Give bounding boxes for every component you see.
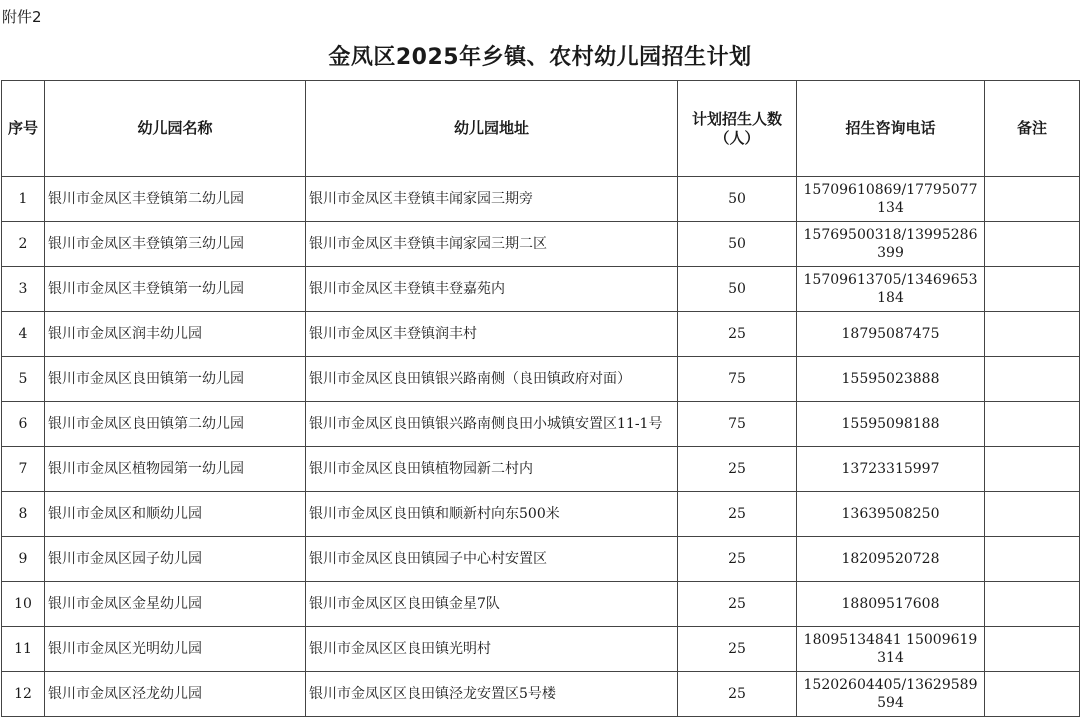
cell-remark xyxy=(985,222,1080,267)
table-row xyxy=(2,357,1080,402)
cell-no: 8 xyxy=(2,492,45,537)
table-row xyxy=(2,267,1080,312)
cell-no: 2 xyxy=(2,222,45,267)
cell-phone: 13639508250 xyxy=(797,492,985,537)
cell-remark xyxy=(985,672,1080,717)
cell-quota: 50 xyxy=(678,177,797,222)
cell-remark xyxy=(985,492,1080,537)
header-quota: 计划招生人数（人） xyxy=(678,81,797,177)
header-remark: 备注 xyxy=(985,81,1080,177)
cell-phone: 15595098188 xyxy=(797,402,985,447)
cell-address: 银川市金凤区丰登镇丰闻家园三期二区 xyxy=(306,222,678,267)
cell-quota: 25 xyxy=(678,537,797,582)
cell-remark xyxy=(985,267,1080,312)
cell-kindergarten-name: 银川市金凤区金星幼儿园 xyxy=(45,582,306,627)
table-row xyxy=(2,627,1080,672)
cell-phone: 15709610869/17795077134 xyxy=(797,177,985,222)
cell-address: 银川市金凤区良田镇和顺新村向东500米 xyxy=(306,492,678,537)
cell-phone: 18795087475 xyxy=(797,312,985,357)
cell-no: 6 xyxy=(2,402,45,447)
cell-kindergarten-name: 银川市金凤区泾龙幼儿园 xyxy=(45,672,306,717)
cell-phone: 15769500318/13995286399 xyxy=(797,222,985,267)
page-title: 金凤区2025年乡镇、农村幼儿园招生计划 xyxy=(328,45,752,70)
cell-kindergarten-name: 银川市金凤区丰登镇第三幼儿园 xyxy=(45,222,306,267)
cell-quota: 25 xyxy=(678,582,797,627)
header-address: 幼儿园地址 xyxy=(306,81,678,177)
table-row xyxy=(2,492,1080,537)
cell-remark xyxy=(985,582,1080,627)
cell-quota: 75 xyxy=(678,357,797,402)
cell-kindergarten-name: 银川市金凤区良田镇第一幼儿园 xyxy=(45,357,306,402)
cell-quota: 50 xyxy=(678,267,797,312)
enrollment-table xyxy=(1,80,1080,717)
table-row xyxy=(2,672,1080,717)
header-phone: 招生咨询电话 xyxy=(797,81,985,177)
cell-quota: 25 xyxy=(678,312,797,357)
cell-no: 5 xyxy=(2,357,45,402)
cell-phone: 18209520728 xyxy=(797,537,985,582)
table-row xyxy=(2,312,1080,357)
table-header-row xyxy=(2,81,1080,177)
attachment-label: 附件2 xyxy=(2,8,42,26)
cell-quota: 25 xyxy=(678,627,797,672)
cell-address: 银川市金凤区良田镇植物园新二村内 xyxy=(306,447,678,492)
cell-phone: 18809517608 xyxy=(797,582,985,627)
cell-kindergarten-name: 银川市金凤区和顺幼儿园 xyxy=(45,492,306,537)
cell-remark xyxy=(985,312,1080,357)
header-name: 幼儿园名称 xyxy=(45,81,306,177)
cell-phone: 18095134841 15009619314 xyxy=(797,627,985,672)
cell-kindergarten-name: 银川市金凤区润丰幼儿园 xyxy=(45,312,306,357)
cell-remark xyxy=(985,447,1080,492)
cell-remark xyxy=(985,402,1080,447)
cell-quota: 25 xyxy=(678,447,797,492)
cell-no: 1 xyxy=(2,177,45,222)
cell-quota: 75 xyxy=(678,402,797,447)
cell-no: 11 xyxy=(2,627,45,672)
cell-quota: 25 xyxy=(678,672,797,717)
cell-no: 9 xyxy=(2,537,45,582)
cell-address: 银川市金凤区区良田镇金星7队 xyxy=(306,582,678,627)
cell-address: 银川市金凤区良田镇银兴路南侧（良田镇政府对面） xyxy=(306,357,678,402)
cell-no: 3 xyxy=(2,267,45,312)
table-row xyxy=(2,537,1080,582)
cell-address: 银川市金凤区区良田镇光明村 xyxy=(306,627,678,672)
table-row xyxy=(2,177,1080,222)
cell-phone: 15709613705/13469653184 xyxy=(797,267,985,312)
cell-no: 10 xyxy=(2,582,45,627)
cell-remark xyxy=(985,627,1080,672)
cell-phone: 15595023888 xyxy=(797,357,985,402)
table-row xyxy=(2,447,1080,492)
cell-address: 银川市金凤区区良田镇泾龙安置区5号楼 xyxy=(306,672,678,717)
cell-no: 12 xyxy=(2,672,45,717)
cell-quota: 25 xyxy=(678,492,797,537)
cell-phone: 15202604405/13629589594 xyxy=(797,672,985,717)
table-row xyxy=(2,222,1080,267)
table-row xyxy=(2,402,1080,447)
cell-no: 4 xyxy=(2,312,45,357)
cell-quota: 50 xyxy=(678,222,797,267)
cell-kindergarten-name: 银川市金凤区丰登镇第一幼儿园 xyxy=(45,267,306,312)
cell-address: 银川市金凤区丰登镇丰闻家园三期旁 xyxy=(306,177,678,222)
cell-kindergarten-name: 银川市金凤区植物园第一幼儿园 xyxy=(45,447,306,492)
cell-address: 银川市金凤区良田镇银兴路南侧良田小城镇安置区11-1号 xyxy=(306,402,678,447)
table-row xyxy=(2,582,1080,627)
cell-remark xyxy=(985,177,1080,222)
cell-remark xyxy=(985,537,1080,582)
header-no: 序号 xyxy=(2,81,45,177)
cell-kindergarten-name: 银川市金凤区丰登镇第二幼儿园 xyxy=(45,177,306,222)
cell-kindergarten-name: 银川市金凤区良田镇第二幼儿园 xyxy=(45,402,306,447)
cell-no: 7 xyxy=(2,447,45,492)
cell-address: 银川市金凤区良田镇园子中心村安置区 xyxy=(306,537,678,582)
cell-kindergarten-name: 银川市金凤区光明幼儿园 xyxy=(45,627,306,672)
cell-address: 银川市金凤区丰登镇丰登嘉苑内 xyxy=(306,267,678,312)
cell-phone: 13723315997 xyxy=(797,447,985,492)
cell-address: 银川市金凤区丰登镇润丰村 xyxy=(306,312,678,357)
cell-kindergarten-name: 银川市金凤区园子幼儿园 xyxy=(45,537,306,582)
cell-remark xyxy=(985,357,1080,402)
